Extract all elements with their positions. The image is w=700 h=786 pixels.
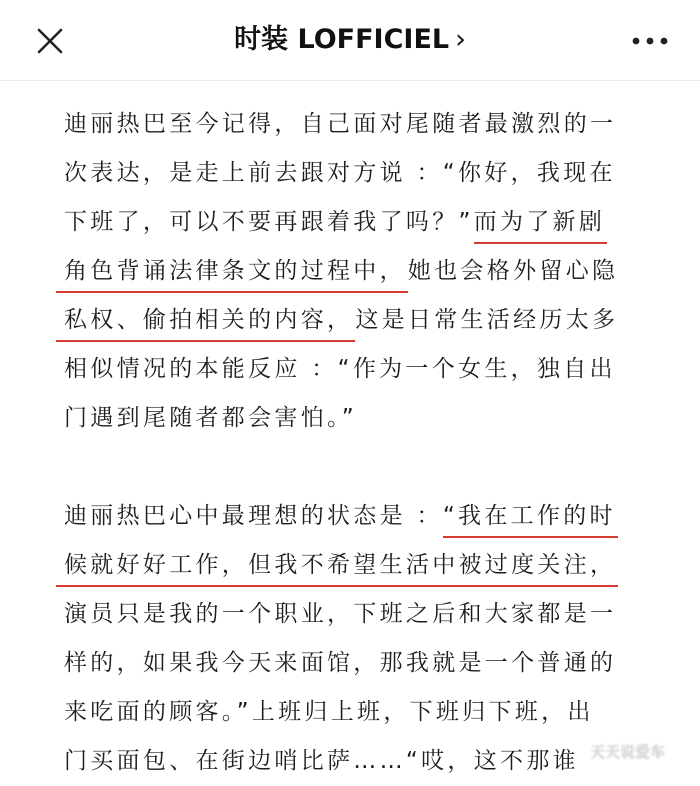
highlighted-text: 角色背诵法律条文的过程中， [56, 251, 408, 293]
highlighted-text: 私权、偷拍相关的内容， [56, 300, 355, 342]
text-line [64, 100, 654, 149]
text-line [64, 296, 654, 345]
text-line [64, 737, 654, 786]
watermark: 天天说爱车 [590, 743, 666, 761]
line-text: 迪丽热巴心中最理想的状态是 ： [64, 503, 443, 529]
article-body [64, 100, 654, 786]
text-line [64, 394, 654, 443]
more-options-button[interactable] [628, 26, 672, 56]
text-line [64, 590, 654, 639]
line-text: 相似情况的本能反应 ：“作为一个女生，独自出 [64, 356, 616, 382]
text-line [64, 639, 654, 688]
highlighted-text: 而为了新剧 [474, 202, 608, 244]
text-line [64, 492, 654, 541]
article-paragraph [64, 100, 654, 443]
page-title[interactable] [180, 20, 520, 60]
text-line [64, 345, 654, 394]
text-line [64, 688, 654, 737]
highlighted-text: 候就好好工作，但我不希望生活中被过度关注， [56, 545, 618, 587]
chevron-right-icon: › [455, 24, 466, 55]
account-name: 时装 LOFFICIEL [234, 24, 450, 55]
close-icon [30, 21, 70, 61]
text-line [64, 247, 654, 296]
text-line [64, 541, 654, 590]
text-line [64, 149, 654, 198]
highlighted-text: “我在工作的时 [443, 496, 618, 538]
line-text: 门买面包、在街边哨比萨……“哎，这不那谁 [64, 748, 579, 774]
line-text: 门遇到尾随者都会害怕。” [64, 405, 358, 431]
top-bar [0, 0, 700, 81]
line-text: 来吃面的顾客。”上班归上班，下班归下班，出 [64, 699, 594, 725]
line-text: 这是日常生活经历太多 [355, 307, 619, 333]
line-text: 演员只是我的一个职业，下班之后和大家都是一 [64, 601, 617, 627]
close-button[interactable] [30, 21, 70, 61]
line-text: 迪丽热巴至今记得，自己面对尾随者最激烈的一 [64, 111, 617, 137]
line-text: 下班了，可以不要再跟着我了吗？” [64, 209, 474, 235]
more-dots-icon [628, 26, 672, 56]
line-text: 她也会格外留心隐 [407, 258, 619, 284]
text-line [64, 198, 654, 247]
article-paragraph [64, 492, 654, 786]
line-text: 次表达，是走上前去跟对方说 ：“你好，我现在 [64, 160, 616, 186]
line-text: 样的，如果我今天来面馆，那我就是一个普通的 [64, 650, 617, 676]
